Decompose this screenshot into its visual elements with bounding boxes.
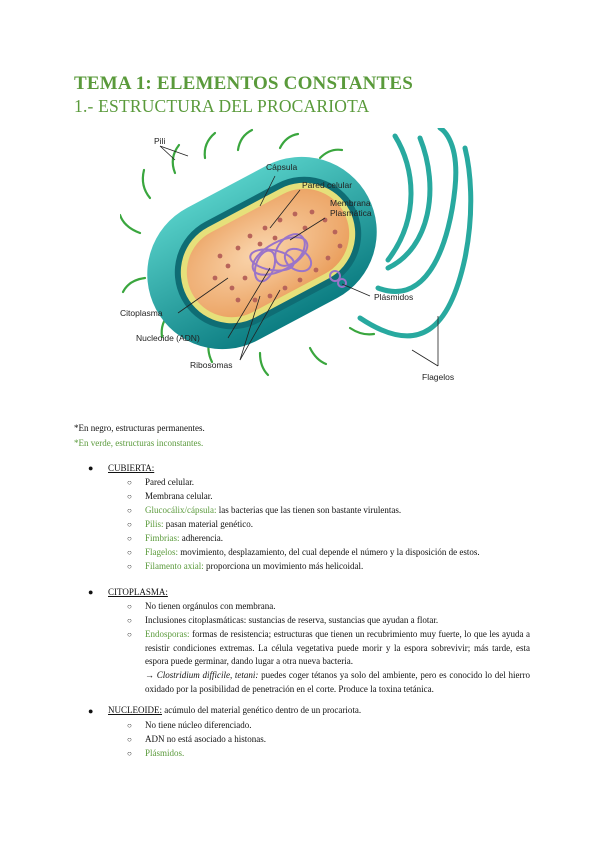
circle-bullet-icon: ○	[127, 478, 132, 487]
label-nucleoide: Nucleoide (ADN)	[136, 333, 200, 343]
prokaryote-diagram	[120, 128, 490, 396]
circle-bullet-icon: ○	[127, 562, 132, 571]
label-pili: Pili	[154, 136, 166, 146]
list-item: Endosporas: formas de resistencia; estructuras que tienen un recubrimiento muy fuerte, lo que les ayuda a resistir condiciones extremas. La célula vegetativa puede morir y la espora sobrevivir; más tarde, esta espora puede germinar, dando lugar a otra nueva bacteria.	[145, 629, 530, 666]
list-item: Glucocálix/cápsula: las bacterias que las tienen son bastante virulentas.	[145, 505, 402, 515]
list-item: Inclusiones citoplasmáticas: sustancias de reserva, sustancias que ayudan a flotar.	[145, 615, 439, 625]
note-black: *En negro, estructuras permanentes.	[74, 423, 205, 433]
note-green: *En verde, estructuras inconstantes.	[74, 438, 204, 448]
bullet-icon: ●	[88, 706, 94, 716]
section-nucleoide-line: NUCLEOIDE: acúmulo del material genético dentro de un procariota.	[108, 705, 362, 715]
circle-bullet-icon: ○	[127, 602, 132, 611]
list-item: Filamento axial: proporciona un movimiento más helicoidal.	[145, 561, 364, 571]
circle-bullet-icon: ○	[127, 735, 132, 744]
circle-bullet-icon: ○	[127, 534, 132, 543]
label-citoplasma: Citoplasma	[120, 308, 163, 318]
circle-bullet-icon: ○	[127, 630, 132, 639]
circle-bullet-icon: ○	[127, 492, 132, 501]
circle-bullet-icon: ○	[127, 616, 132, 625]
list-item: Flagelos: movimiento, desplazamiento, del cual depende el número y la disposición de estos.	[145, 547, 480, 557]
label-flagelos: Flagelos	[422, 372, 455, 382]
circle-bullet-icon: ○	[127, 506, 132, 515]
circle-bullet-icon: ○	[127, 548, 132, 557]
page-title: TEMA 1: ELEMENTOS CONSTANTES	[74, 73, 414, 94]
section-nucleoide-heading: NUCLEOIDE:	[108, 705, 162, 715]
circle-bullet-icon: ○	[127, 749, 132, 758]
label-membrana: Membrana	[330, 198, 371, 208]
label-capsula: Cápsula	[266, 162, 298, 172]
section-cubierta-heading: CUBIERTA:	[108, 463, 155, 473]
list-item: No tienen orgánulos con membrana.	[145, 601, 276, 611]
section-citoplasma-heading: CITOPLASMA:	[108, 587, 168, 597]
list-item: ADN no está asociado a histonas.	[145, 734, 266, 744]
list-item: Membrana celular.	[145, 491, 213, 501]
list-item: No tiene núcleo diferenciado.	[145, 720, 252, 730]
page-subtitle: 1.- ESTRUCTURA DEL PROCARIOTA	[74, 96, 370, 116]
circle-bullet-icon: ○	[127, 721, 132, 730]
list-item-arrow: → Clostridium difficile, tetani: puedes coger tétanos ya solo del ambiente, pero es conocido lo del hierro oxidado por la posibilidad de penetración en el corte. Produce la toxina tetánica.	[145, 670, 530, 694]
label-pared: Pared celular	[302, 180, 353, 190]
bullet-icon: ●	[88, 463, 94, 473]
circle-bullet-icon: ○	[127, 520, 132, 529]
list-item: Fimbrias: adherencia.	[145, 533, 223, 543]
list-item: Pared celular.	[145, 477, 194, 487]
list-item: Pilis: pasan material genético.	[145, 519, 253, 529]
list-item: Plásmidos.	[145, 748, 185, 758]
label-plasmidos: Plásmidos	[374, 292, 414, 302]
bullet-icon: ●	[88, 587, 94, 597]
label-plasmatica: Plasmática	[330, 208, 372, 218]
label-ribosomas: Ribosomas	[190, 360, 233, 370]
